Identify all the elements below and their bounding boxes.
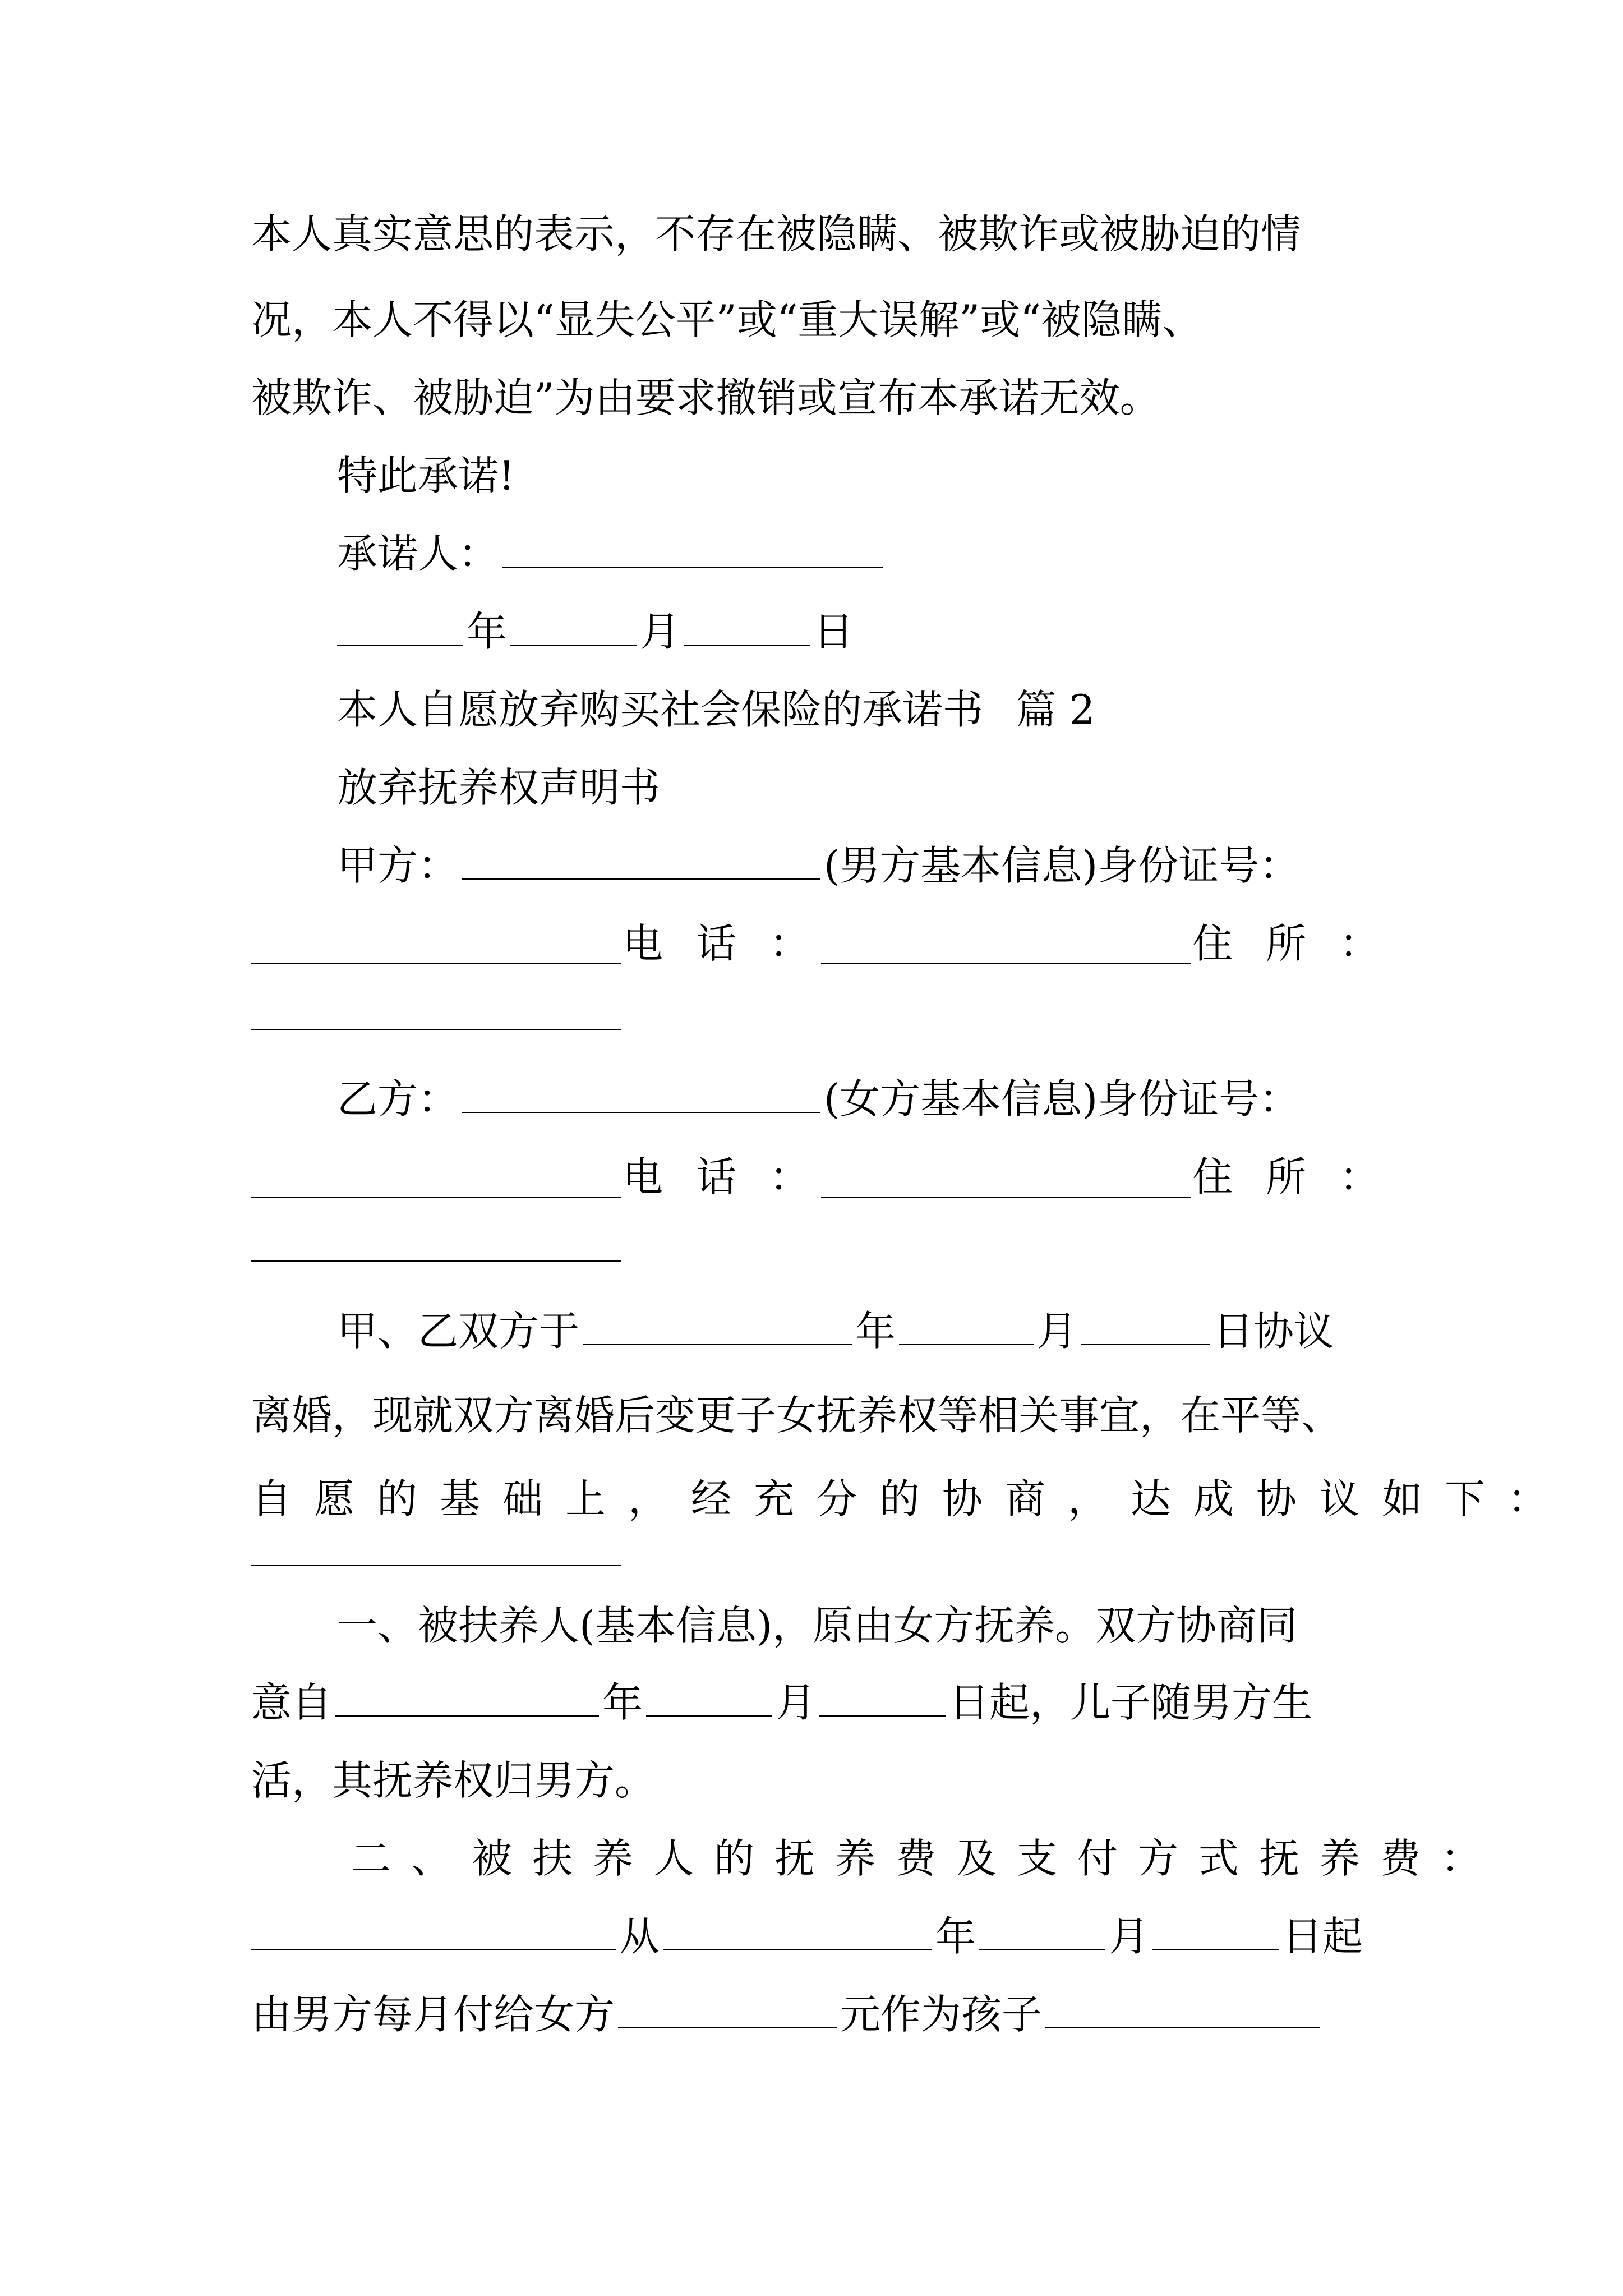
doc-title-text: 放弃抚养权声明书	[337, 764, 661, 811]
day-label: 日	[813, 608, 854, 655]
paragraph-line	[251, 286, 1390, 353]
clause-1-month-blank[interactable]	[646, 1675, 772, 1717]
clause-2-purpose-blank[interactable]	[1045, 1987, 1320, 2028]
month-label: 月	[1037, 1308, 1078, 1355]
month-label: 月	[776, 1679, 817, 1726]
section-title-text: 本人自愿放弃购买社会保险的承诺书	[337, 686, 984, 733]
year-label: 年	[602, 1679, 643, 1726]
text: 元作为孩子	[840, 1991, 1043, 2038]
clause-2-line-1	[351, 1825, 1502, 1892]
party-a-label: 甲方：	[337, 842, 459, 889]
address-label: 住 所 ：	[1192, 920, 1390, 967]
phone-label: 电 话 ：	[623, 1153, 820, 1200]
text: 活，其抚养权归男方。	[251, 1757, 656, 1804]
year-label: 年	[855, 1308, 896, 1355]
section-part: 篇 2	[1016, 686, 1095, 733]
agreement-suffix: 日协议	[1213, 1308, 1335, 1355]
party-b-id-blank[interactable]	[251, 1156, 621, 1198]
agreement-year-blank[interactable]	[583, 1304, 852, 1345]
party-a-line	[337, 832, 1390, 899]
clause-1-line-3	[251, 1747, 1390, 1814]
date-line	[337, 598, 1390, 665]
day-blank[interactable]	[684, 604, 810, 646]
text: 本人真实意思的表示，不存在被隐瞒、被欺诈或被胁迫的情	[251, 210, 1302, 257]
clause-1-day-blank[interactable]	[819, 1675, 946, 1717]
clause-2-month-blank[interactable]	[979, 1909, 1105, 1950]
party-a-id-blank[interactable]	[251, 923, 621, 964]
clause-2-amount-blank[interactable]	[251, 1909, 616, 1950]
party-b-name-blank[interactable]	[462, 1071, 820, 1113]
party-a-contact-line	[251, 910, 1390, 977]
month-label: 月	[1109, 1913, 1150, 1960]
text: 况，本人不得以“显失公平”或“重大误解”或“被隐瞒、	[251, 296, 1203, 343]
address-label: 住 所 ：	[1192, 1153, 1390, 1200]
clause-2-line-2	[251, 1903, 1390, 1970]
party-a-name-blank[interactable]	[462, 838, 820, 880]
agreement-month-blank[interactable]	[899, 1304, 1034, 1345]
party-b-line	[337, 1065, 1390, 1133]
year-blank[interactable]	[337, 604, 463, 646]
clause-2-line-3	[251, 1981, 1390, 2048]
year-label: 年	[467, 608, 508, 655]
clause-2-day-blank[interactable]	[1152, 1909, 1279, 1950]
agreement-extra-blank[interactable]	[251, 1565, 621, 1566]
special-promise	[337, 442, 1390, 509]
promiser-label: 承诺人：	[337, 530, 499, 577]
section-title	[337, 676, 1390, 743]
party-b-address-blank[interactable]	[251, 1260, 621, 1262]
party-b-info: (女方基本信息)身份证号：	[824, 1075, 1300, 1122]
clause-2-year-blank[interactable]	[663, 1909, 932, 1950]
clause-2-from: 从	[619, 1913, 660, 1960]
clause-2-monthly-blank[interactable]	[618, 1987, 837, 2028]
agreement-prefix: 甲、乙双方于	[337, 1308, 580, 1355]
signature-blank[interactable]	[502, 526, 883, 568]
promiser-line	[337, 520, 1390, 587]
party-b-phone-blank[interactable]	[821, 1156, 1191, 1198]
agreement-line-1	[337, 1297, 1390, 1365]
text: 自愿的基础上，经充分的协商，达成协议如下：	[251, 1475, 1571, 1522]
paragraph-line	[251, 200, 1390, 268]
text: 二、被扶养人的抚养费及支付方式抚养费：	[351, 1835, 1502, 1882]
clause-1-year-blank[interactable]	[335, 1675, 599, 1717]
agreement-line-2	[251, 1382, 1390, 1449]
clause-1-line-2	[251, 1669, 1390, 1736]
text: 特此承诺!	[337, 452, 515, 499]
party-b-contact-line	[251, 1143, 1390, 1211]
text: 被欺诈、被胁迫”为由要求撤销或宣布本承诺无效。	[251, 374, 1160, 421]
phone-label: 电 话 ：	[623, 920, 820, 967]
paragraph-line	[251, 364, 1390, 431]
doc-title	[337, 754, 1390, 821]
party-a-info: (男方基本信息)身份证号：	[824, 842, 1300, 889]
party-a-address-blank[interactable]	[251, 1029, 621, 1030]
agreement-day-blank[interactable]	[1081, 1304, 1210, 1345]
month-label: 月	[640, 608, 681, 655]
text: 一、被扶养人(基本信息)，原由女方抚养。双方协商同	[337, 1602, 1298, 1649]
clause-2-day-start: 日起	[1282, 1913, 1363, 1960]
text: 离婚，现就双方离婚后变更子女抚养权等相关事宜，在平等、	[251, 1392, 1342, 1439]
text: 由男方每月付给女方	[251, 1991, 615, 2038]
year-label: 年	[935, 1913, 976, 1960]
clause-1-line-1	[337, 1592, 1390, 1659]
clause-1-prefix: 意自	[251, 1679, 333, 1726]
clause-1-suffix: 日起，儿子随男方生	[949, 1679, 1313, 1726]
month-blank[interactable]	[510, 604, 637, 646]
party-a-phone-blank[interactable]	[821, 923, 1191, 964]
agreement-line-3	[251, 1465, 1571, 1533]
party-b-label: 乙方：	[337, 1075, 459, 1122]
